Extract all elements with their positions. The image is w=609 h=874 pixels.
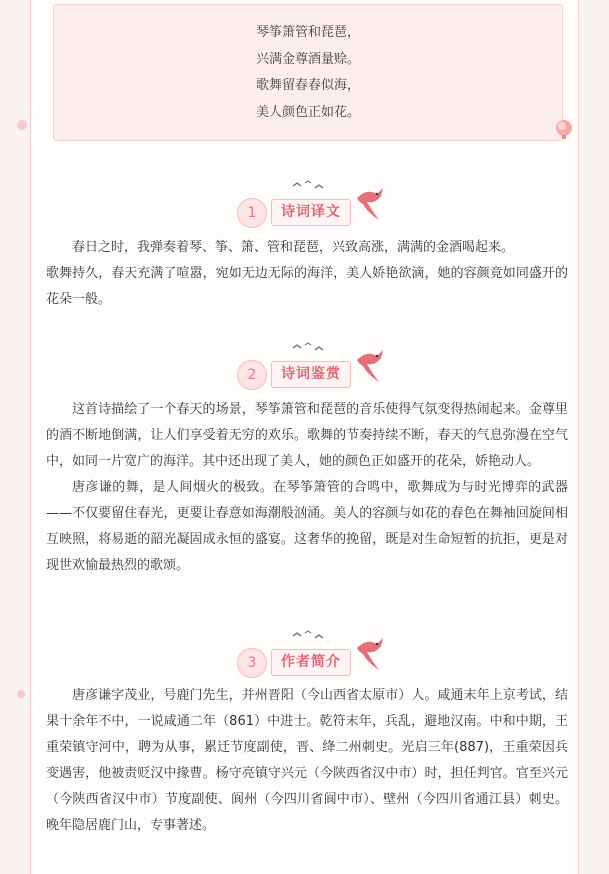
birds-icon	[291, 630, 327, 642]
swallow-icon	[353, 184, 389, 224]
section-header-author	[31, 630, 580, 690]
poem-line: 琴筝箫管和琵琶，	[255, 25, 360, 40]
section-title: 诗词译文	[271, 199, 351, 226]
section-header-translation	[31, 180, 580, 240]
poem-line: 歌舞留春春似海，	[255, 78, 360, 93]
section-body-appreciation	[46, 397, 568, 579]
section-number: 3	[237, 648, 267, 678]
section-title: 诗词鉴赏	[271, 361, 351, 388]
section-number: 2	[237, 360, 267, 390]
decor-dot-left	[17, 120, 27, 130]
lantern-icon	[553, 118, 575, 140]
birds-icon	[291, 180, 327, 192]
poem-line: 兴满金尊酒量赊。	[255, 51, 360, 67]
section-body-translation	[46, 235, 568, 313]
article-page	[30, 0, 579, 874]
paragraph: 这首诗描绘了一个春天的场景，琴筝箫管和琵琶的音乐使得气氛变得热闹起来。金尊里的酒不断地倒满，让人们享受着无穷的欢乐。歌舞的节奏持续不断，春天的气息弥漫在空气中，如同一片宽广的海洋。其中还出现了美人，她的颜色正如盛开的花朵，娇艳动人。	[46, 402, 568, 469]
swallow-icon	[353, 346, 389, 386]
decor-dot-left-bottom	[17, 690, 25, 698]
section-body-author	[46, 683, 568, 839]
section-header-appreciation	[31, 342, 580, 402]
swallow-icon	[353, 634, 389, 674]
paragraph: 歌舞持久，春天充满了喧嚣，宛如无边无际的海洋，美人娇艳欲滴，她的容颜竟如同盛开的花朵一般。	[46, 266, 568, 307]
poem-box	[53, 4, 563, 141]
poem-line: 美人颜色正如花。	[255, 104, 360, 120]
section-number: 1	[237, 198, 267, 228]
paragraph: 唐彦谦字茂业，号鹿门先生，并州晋阳（今山西省太原市）人。咸通末年上京考试，结果十余年不中，一说咸通二年（861）中进士。乾符末年，兵乱，避地汉南。中和中期，王重荣镇守河中，聘为从事，累迁节度副使，晋、绛二州刺史。光启三年(887)，王重荣因兵变遇害，他被责贬汉中掾曹。杨守亮镇守兴元（今陕西省汉中市）时，担任判官。官至兴元（今陕西省汉中市）节度副使、阆州（今四川省阆中市）、壁州（今四川省通江县）刺史。晚年隐居鹿门山，专事著述。	[46, 688, 568, 833]
paragraph: 唐彦谦的舞，是人间烟火的极致。在琴筝箫管的合鸣中，歌舞成为与时光博弈的武器——不仅要留住春光，更要让春意如海潮般汹涌。美人的容颜与如花的春色在舞袖回旋间相互映照，将易逝的韶光凝固成永恒的盛宴。这奢华的挽留，既是对生命短暂的抗拒，更是对现世欢愉最热烈的歌颂。	[46, 480, 568, 573]
birds-icon	[291, 342, 327, 354]
paragraph: 春日之时，我弹奏着琴、筝、箫、管和琵琶，兴致高涨，满满的金酒喝起来。	[72, 240, 515, 255]
section-title: 作者简介	[271, 649, 351, 676]
